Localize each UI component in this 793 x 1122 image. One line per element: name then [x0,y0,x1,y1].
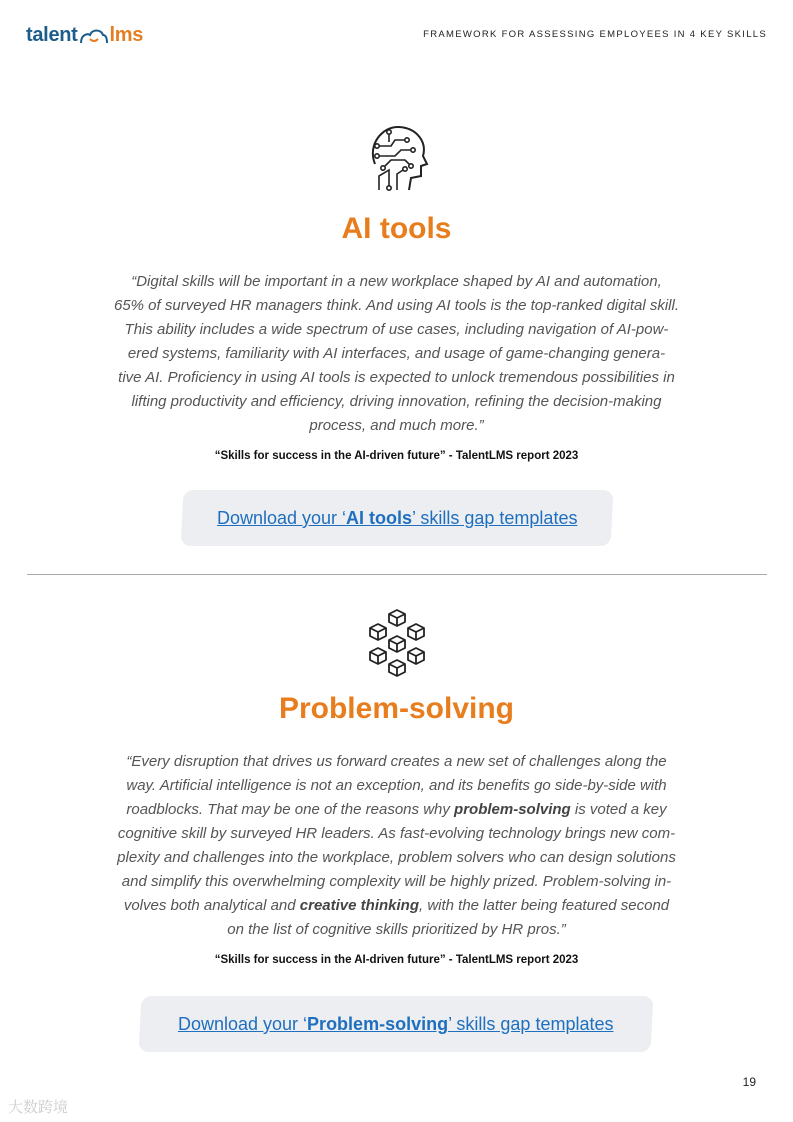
download-ai-tools-link[interactable] [217,508,577,529]
download-ai-tools-templates-button[interactable] [181,490,614,546]
quote-text: “Digital skills will be important in a new workplace shaped by AI and automation, [131,273,662,290]
quote-text: roadblocks. That may be one of the reasons why [126,801,455,818]
quote-line [0,798,793,822]
quote-text: tive AI. Proficiency in using AI tools is expected to unlock tremendous possibilities in [118,369,675,386]
ai-tools-source: “Skills for success in the AI-driven future” - TalentLMS report 2023 [214,450,579,462]
link-text: Download your ‘ [216,507,346,528]
quote-line [0,870,793,894]
ai-head-circuit-icon [365,124,429,194]
quote-line [0,822,793,846]
quote-text: cognitive skill by surveyed HR leaders. As fast-evolving technology brings new com- [117,825,676,842]
section-heading-ai-tools: AI tools [341,212,452,245]
section-heading-problem-solving: Problem-solving [278,692,515,725]
ai-tools-quote [0,270,793,438]
quote-text: process, and much more.” [309,417,484,434]
link-bold-text: Problem-solving [307,1013,449,1034]
link-text: ’ skills gap templates [448,1013,614,1034]
quote-text: is voted a key [570,801,667,818]
quote-line [0,318,793,342]
download-problem-solving-link[interactable] [178,1014,614,1035]
quote-text: on the list of cognitive skills prioritized by HR pros.” [227,921,566,938]
quote-line [0,366,793,390]
link-text: ’ skills gap templates [411,507,578,528]
quote-line [0,390,793,414]
quote-text: lifting productivity and efficiency, driving innovation, refining the decision-making [131,393,662,410]
link-bold-text: AI tools [345,507,412,528]
quote-text: 65% of surveyed HR managers think. And using AI tools is the top-ranked digital skill. [113,297,679,314]
section-divider [27,574,767,575]
problem-solving-source: “Skills for success in the AI-driven future” - TalentLMS report 2023 [214,954,579,966]
quote-text: way. Artificial intelligence is not an exception, and its benefits go side-by-side with [126,777,667,794]
quote-text: and simplify this overwhelming complexity will be highly prized. Problem-solving in- [121,873,672,890]
problem-solving-quote [0,750,793,942]
quote-line [0,294,793,318]
quote-emphasis: problem-solving [454,801,571,818]
quote-text: ered systems, familiarity with AI interfaces, and usage of game-changing genera- [127,345,666,362]
quote-line [0,270,793,294]
link-text: Download your ‘ [178,1013,308,1034]
quote-line [0,846,793,870]
quote-line [0,342,793,366]
quote-text: , with the latter being featured second [418,897,670,914]
quote-text: volves both analytical and [123,897,300,914]
quote-text: “Every disruption that drives us forward creates a new set of challenges along the [126,753,667,770]
download-problem-solving-templates-button[interactable] [139,996,654,1052]
watermark: 大数跨境 [8,1099,69,1116]
quote-line [0,774,793,798]
header-title: FRAMEWORK FOR ASSESSING EMPLOYEES IN 4 KEY SKILLS [423,29,767,40]
quote-line [0,750,793,774]
logo-text-talent: talent [26,24,78,46]
page-number: 19 [742,1075,756,1089]
cubes-network-icon [368,608,426,680]
quote-text: plexity and challenges into the workplace, problem solvers who can design solutions [117,849,676,866]
cloud-smile-icon [79,27,109,45]
logo-text-lms: lms [109,24,144,46]
quote-line [0,894,793,918]
quote-emphasis: creative thinking [299,897,419,914]
quote-text: This ability includes a wide spectrum of use cases, including navigation of AI-pow- [124,321,669,338]
quote-line [0,918,793,942]
talentlms-logo [26,24,143,47]
quote-line [0,414,793,438]
